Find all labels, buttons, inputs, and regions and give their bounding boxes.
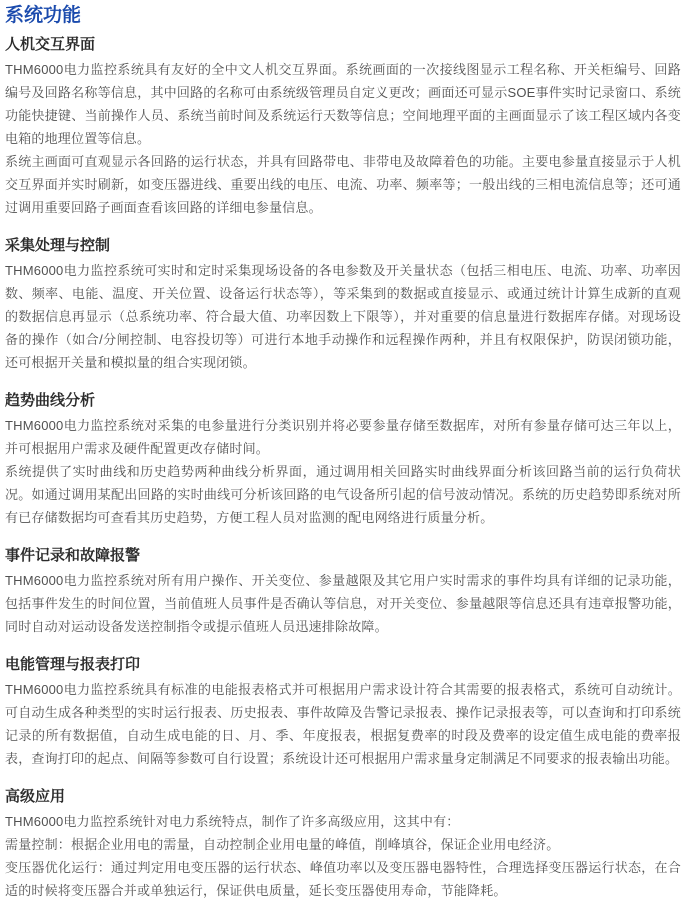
section-heading: 趋势曲线分析 [5,392,96,409]
paragraph: THM6000电力监控系统具有标准的电能报表格式并可根据用户需求设计符合其需要的报表格式，系统可自动统计。可自动生成各种类型的实时运行报表、历史报表、事件故障及告警记录报表、操作记录报表等，可以查询和打印系统记录的所有数据值，自动生成电能的日、月、季、年度报表，根据复费率的时段及费率的设定值生成电能的费率报表，查询打印的起点、间隔等参数可自行设置；系统设计还可根据用户需求量身定制满足不同要求的报表输出功能。 [5,682,681,766]
paragraph: THM6000电力监控系统对采集的电参量进行分类识别并将必要参量存储至数据库，对所有参量存储可达三年以上，并可根据用户需求及硬件配置更改存储时间。 [5,418,681,456]
section-acquisition-control [5,237,681,374]
section-heading: 电能管理与报表打印 [5,656,141,673]
section-event-record-alarm [5,547,681,638]
paragraph: THM6000电力监控系统可实时和定时采集现场设备的各电参数及开关量状态（包括三相电压、电流、功率、功率因数、频率、电能、温度、开关位置、设备运行状态等），等采集到的数据或直接显示、或通过统计计算生成新的直观的数据信息再显示（总系统功率、符合最大值、功率因数上下限等），并对重要的信息量进行数据库存储。对现场设备的操作（如合/分闸控制、电容投切等）可进行本地手动操作和远程操作两种，并且有权限保护，防误闭锁功能，还可根据开关量和模拟量的组合实现闭锁。 [5,263,681,370]
paragraph: THM6000电力监控系统具有友好的全中文人机交互界面。系统画面的一次接线图显示工程名称、开关柜编号、回路编号及回路名称等信息，其中回路的名称可由系统级管理员自定义更改；画面还可显示SOE事件实时记录窗口、系统功能快捷键、当前操作人员、系统当前时间及系统运行天数等信息；空间地理平面的主画面显示了该工程区域内各变电箱的地理位置等信息。 [5,62,681,146]
section-trend-curve-analysis [5,392,681,529]
paragraph: THM6000电力监控系统针对电力系统特点，制作了许多高级应用，这其中有： [5,814,460,829]
paragraph: 系统主画面可直观显示各回路的运行状态，并具有回路带电、非带电及故障着色的功能。主要电参量直接显示于人机交互界面并实时刷新，如变压器进线、重要出线的电压、电流、功率、频率等；一般出线的三相电流信息等；还可通过调用重要回路子画面查看该回路的详细电参量信息。 [5,154,681,215]
paragraph: 需量控制：根据企业用电的需量，自动控制企业用电量的峰值，削峰填谷，保证企业用电经济。 [5,837,560,852]
section-heading: 人机交互界面 [5,36,96,53]
section-heading: 事件记录和故障报警 [5,547,141,564]
section-heading: 采集处理与控制 [5,237,111,254]
page-title: 系统功能 [5,5,82,26]
paragraph: 系统提供了实时曲线和历史趋势两种曲线分析界面，通过调用相关回路实时曲线界面分析该回路当前的运行负荷状况。如通过调用某配出回路的实时曲线可分析该回路的电气设备所引起的信号波动情况。系统的历史趋势即系统对所有已存储数据均可查看其历史趋势，方便工程人员对监测的配电网络进行质量分析。 [5,464,681,525]
paragraph: THM6000电力监控系统对所有用户操作、开关变位、参量越限及其它用户实时需求的事件均具有详细的记录功能，包括事件发生的时间位置，当前值班人员事件是否确认等信息，对开关变位、参量越限等信息还具有违章报警功能，同时自动对运动设备发送控制指令或提示值班人员迅速排除故障。 [5,573,681,634]
section-advanced-applications [5,788,681,902]
paragraph: 变压器优化运行：通过判定用电变压器的运行状态、峰值功率以及变压器电器特性，合理选择变压器运行状态，在合适的时候将变压器合并或单独运行，保证供电质量，延长变压器使用寿命，节能降耗。 [5,860,681,898]
section-heading: 高级应用 [5,788,66,805]
section-human-machine-interface [5,36,681,219]
section-energy-management-reports [5,656,681,770]
